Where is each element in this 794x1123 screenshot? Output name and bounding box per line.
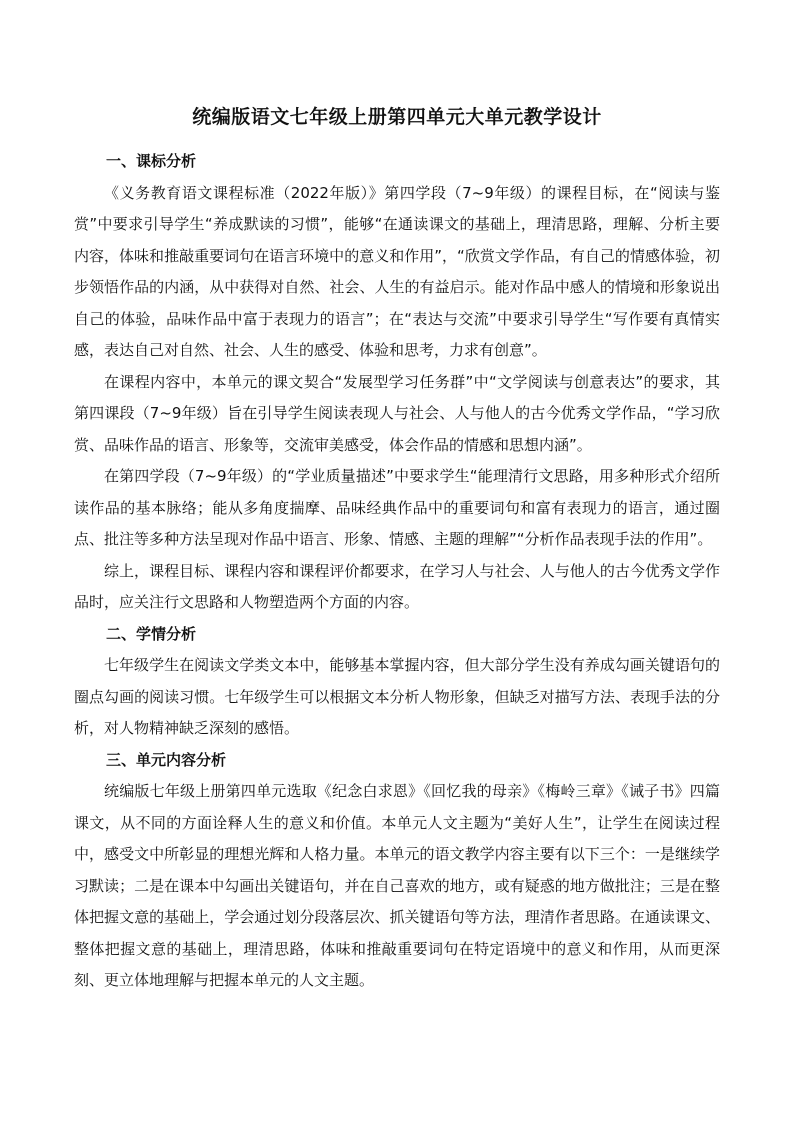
paragraph: 七年级学生在阅读文学类文本中，能够基本掌握内容，但大部分学生没有养成勾画关键语句的圈点勾画的阅读习惯。七年级学生可以根据文本分析人物形象，但缺乏对描写方法、表现手法的分析，对人物精神缺乏深刻的感悟。 (74, 656, 720, 737)
section-heading: 一、课标分析 (106, 152, 197, 170)
section-unit-content-analysis (74, 745, 720, 997)
section-heading: 三、单元内容分析 (106, 750, 227, 769)
paragraph: 在第四学段（7~9年级）的“学业质量描述”中要求学生“能理清行文思路，用多种形式介绍所读作品的基本脉络；能从多角度揣摩、品味经典作品中的重要词句和富有表现力的语言，通过圈点、批注等多种方法呈现对作品中语言、形象、情感、主题的理解”“分析作品表现手法的作用”。 (74, 467, 720, 548)
paragraph: 《义务教育语文课程标准（2022年版）》第四学段（7~9年级）的课程目标，在“阅读与鉴赏”中要求引导学生“养成默读的习惯”，能够“在通读课文的基础上，理清思路，理解、分析主要内容，体味和推敲重要词句在语言环境中的意义和作用”，“欣赏文学作品，有自己的情感体验，初步领悟作品的内涵，从中获得对自然、社会、人生的有益启示。能对作品中感人的情境和形象说出自己的体验，品味作品中富于表现力的语言”；在“表达与交流”中要求引导学生“写作要有真情实感，表达自己对自然、社会、人生的感受、体验和思考，力求有创意”。 (74, 183, 720, 359)
section-curriculum-standards (74, 146, 720, 619)
section-learner-analysis (74, 619, 720, 745)
document-title: 统编版语文七年级上册第四单元大单元教学设计 (192, 106, 602, 128)
section-heading: 二、学情分析 (106, 624, 197, 643)
paragraph: 综上，课程目标、课程内容和课程评价都要求，在学习人与社会、人与他人的古今优秀文学作品时，应关注行文思路和人物塑造两个方面的内容。 (74, 561, 720, 611)
paragraph: 统编版七年级上册第四单元选取《纪念白求恩》《回忆我的母亲》《梅岭三章》《诫子书》四篇课文，从不同的方面诠释人生的意义和价值。本单元人文主题为“美好人生”，让学生在阅读过程中，感受文中所彰显的理想光辉和人格力量。本单元的语文教学内容主要有以下三个：一是继续学习默读；二是在课本中勾画出关键语句，并在自己喜欢的地方，或有疑惑的地方做批注；三是在整体把握文意的基础上，学会通过划分段落层次、抓关键语句等方法，理清作者思路。在通读课文、整体把握文意的基础上，理清思路，体味和推敲重要词句在特定语境中的意义和作用，从而更深刻、更立体地理解与把握本单元的人文主题。 (74, 782, 720, 989)
paragraph: 在课程内容中，本单元的课文契合“发展型学习任务群”中“文学阅读与创意表达”的要求，其第四课段（7~9年级）旨在引导学生阅读表现人与社会、人与他人的古今优秀文学作品，“学习欣赏、品味作品的语言、形象等，交流审美感受，体会作品的情感和思想内涵”。 (74, 372, 720, 454)
